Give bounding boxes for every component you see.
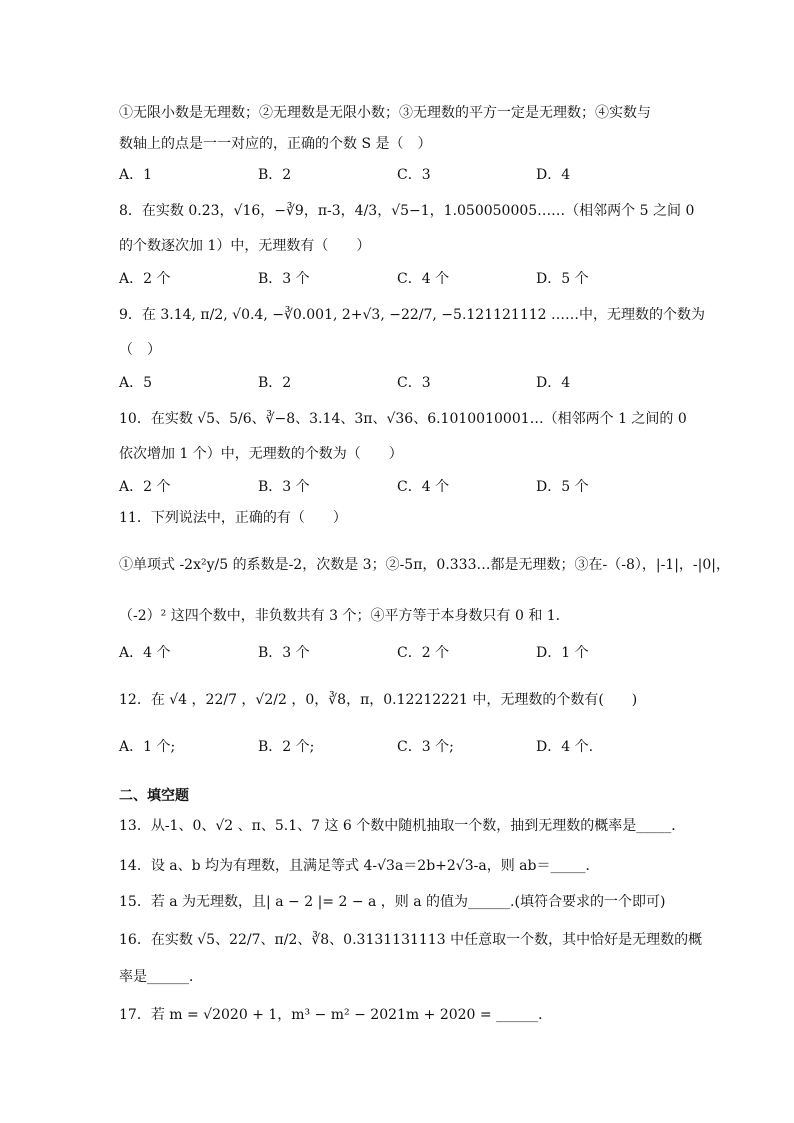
q12-option-c: C．3 个; (397, 739, 454, 755)
q10-line-1: 10．在实数 √5、5/6、∛−8、3.14、3π、√36、6.1010010001…（相邻两个 1 之间的 0 (119, 411, 687, 427)
q8-line-1: 8．在实数 0.2̇3̇，√16，−∛9，π-3，4/3，√5−1，1.050050005……（相邻两个 5 之间 0 (119, 203, 695, 219)
q9-option-d: D．4 (536, 375, 571, 391)
q12-option-d: D．4 个. (536, 739, 594, 755)
q8-option-b: B．3 个 (258, 271, 310, 287)
q10-line-2: 依次增加 1 个）中，无理数的个数为（ ） (119, 446, 403, 462)
q8-option-d: D．5 个 (536, 271, 589, 287)
q7-line-2: 数轴上的点是一一对应的，正确的个数 S 是（ ） (119, 136, 432, 152)
q9-line-2: （ ） (119, 342, 161, 358)
q14-line: 14．设 a、b 均为有理数，且满足等式 4-√3a＝2b+2√3-a，则 ab＝_____． (119, 858, 600, 874)
q11-line-1: 11．下列说法中，正确的有（ ） (119, 510, 347, 526)
q11-option-d: D．1 个 (536, 645, 589, 661)
q7-option-c: C．3 (397, 167, 431, 183)
q8-line-2: 的个数逐次加 1）中，无理数有（ ） (119, 238, 371, 254)
q7-line-1: ①无限小数是无理数；②无理数是无限小数；③无理数的平方一定是无理数；④实数与 (119, 105, 651, 121)
q10-option-d: D．5 个 (536, 479, 589, 495)
q9-option-b: B．2 (258, 375, 292, 391)
q7-option-b: B．2 (258, 167, 292, 183)
q11-line-2: ①单项式 -2x²y/5 的系数是-2，次数是 3；②-5π，0.333…都是无理数；③在-（-8），|-1|，-|0|， (119, 557, 731, 573)
q12-option-b: B．2 个; (258, 739, 315, 755)
q8-option-c: C．4 个 (397, 271, 450, 287)
section-heading-fill-in: 二、填空题 (119, 788, 189, 804)
q11-option-c: C．2 个 (397, 645, 450, 661)
q12-line-1: 12．在 √4 ，22/7 ，√2/2 ，0，∛8，π，0.12212221 中，无理数的个数有( ) (119, 692, 638, 708)
q7-option-d: D．4 (536, 167, 571, 183)
q16-line-2: 率是______． (119, 969, 203, 985)
q11-option-b: B．3 个 (258, 645, 310, 661)
q15-line: 15．若 a 为无理数，且| a − 2 |= 2 − a ，则 a 的值为______.(填符合要求的一个即可) (119, 894, 666, 910)
q8-option-a: A．2 个 (119, 271, 171, 287)
q10-option-b: B．3 个 (258, 479, 310, 495)
q10-option-a: A．2 个 (119, 479, 171, 495)
q17-line: 17．若 m = √2020 + 1，m³ − m² − 2021m + 2020 = ______． (119, 1007, 553, 1023)
q9-option-a: A．5 (119, 375, 153, 391)
q16-line-1: 16．在实数 √5、22/7、π/2、∛8、0.3131131113 中任意取一个数，其中恰好是无理数的概 (119, 932, 703, 948)
q9-line-1: 9．在 3.14, π/2, √0.4, −∛0.001, 2+√3, −22/7, −5.121121112 ……中，无理数的个数为 (119, 307, 706, 323)
q13-line: 13．从-1、0、√2 、π、5.1、7 这 6 个数中随机抽取一个数，抽到无理数的概率是_____． (119, 818, 686, 834)
q11-line-3: （-2）² 这四个数中，非负数共有 3 个；④平方等于本身数只有 0 和 1． (119, 608, 570, 624)
q11-option-a: A．4 个 (119, 645, 171, 661)
q12-option-a: A．1 个; (119, 739, 176, 755)
q9-option-c: C．3 (397, 375, 431, 391)
q10-option-c: C．4 个 (397, 479, 450, 495)
q7-option-a: A．1 (119, 167, 153, 183)
